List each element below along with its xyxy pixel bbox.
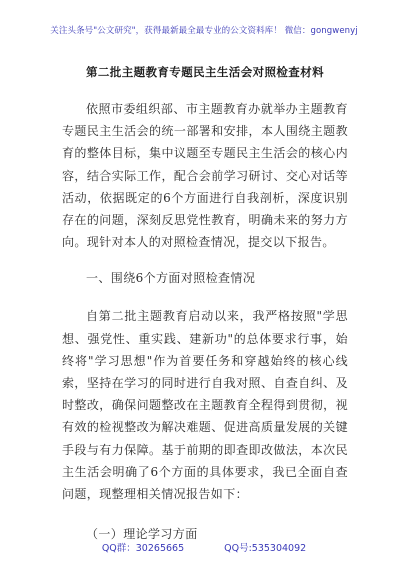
footer-contact <box>0 540 408 554</box>
document-title: 第二批主题教育专题民主生活会对照检查材料 <box>86 65 324 79</box>
header-promo-note: 关注头条号"公文研究"，获得最新最全最专业的公文资料库！ 微信：gongwenyj <box>50 26 358 36</box>
intro-paragraph: 依照市委组织部、市主题教育办就举办主题教育专题民主生活会的统一部署和安排，本人围绕主题教育的整体目标，集中议题至专题民主生活会的核心内容，结合实际工作，配合会前学习研讨、交心对话等活动，依据既定的6个方面进行自我剖析，深度识别存在的问题，深刻反思党性教育，明确未来的努力方向。现针对本人的对照检查情况，提交以下报告。 <box>62 102 348 250</box>
subsection-heading-1: （一）理论学习方面 <box>86 527 198 542</box>
footer-qq-number: QQ号:535304092 <box>224 543 307 554</box>
document-body <box>62 64 348 561</box>
section-heading-1: 一、围绕6个方面对照检查情况 <box>86 271 256 286</box>
section1-paragraph: 自第二批主题教育启动以来，我严格按照"学思想、强党性、重实践、建新功"的总体要求行事，始终将"学习思想"作为首要任务和穿越始终的核心线索，坚持在学习的同时进行自我对照、自查自纠、及时整改，确保问题整改在主题教育全程得到贯彻，视有效的检视整改为解决难题、促进高质量发展的关键手段与有力保障。基于前期的即查即改做法，本次民主生活会明确了6个方面的具体要求，我已全面自查问题，现整理相关情况报告如下： <box>62 309 348 502</box>
footer-qq-group: QQ群：30265665 <box>101 543 185 554</box>
